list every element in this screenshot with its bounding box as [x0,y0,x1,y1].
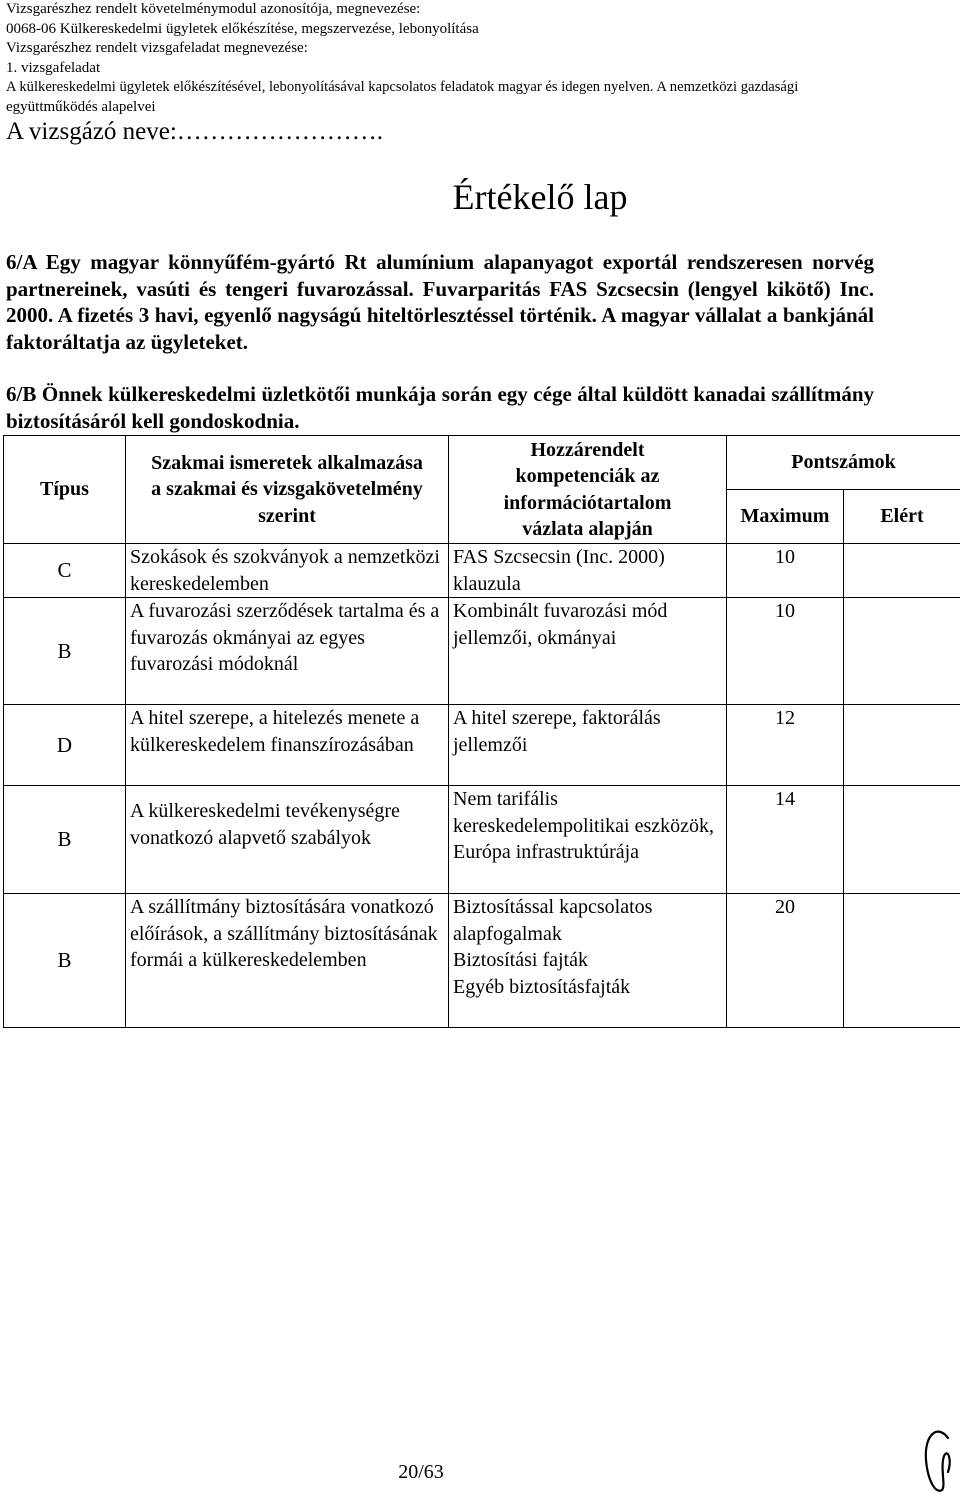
header-competence: Hozzárendelt kompetenciák az információtartalom vázlata alapján [449,436,727,544]
table-row [4,705,960,786]
row-achieved-points[interactable] [844,786,960,894]
header-type: Típus [4,436,126,544]
row-max-points: 12 [727,705,844,786]
task-6b-text: 6/B Önnek külkereskedelmi üzletkötői munkája során egy cége által küldött kanadai szállítmány biztosításáról kell gondoskodnia. [6,382,874,433]
row-max-points: 10 [727,598,844,705]
page-number: 20/63 [398,1461,444,1483]
table-row [4,544,960,598]
row-knowledge: A külkereskedelmi tevékenységre vonatkozó alapvető szabályok [126,786,449,894]
header-max: Maximum [727,490,844,544]
row-achieved-points[interactable] [844,894,960,1028]
candidate-name-label: A vizsgázó neve:……………………. [6,118,384,145]
header-line: Vizsgarészhez rendelt követelménymodul azonosítója, megnevezése: [6,1,421,17]
row-knowledge: Szokások és szokványok a nemzetközi kereskedelemben [126,544,449,598]
header-achieved: Elért [844,490,960,544]
row-type: B [4,598,126,705]
table-header-row [4,436,960,490]
header-line: Vizsgarészhez rendelt vizsgafeladat megnevezése: [6,40,308,56]
row-type: B [4,894,126,1028]
row-competence: Nem tarifális kereskedelempolitikai eszközök, Európa infrastruktúrája [449,786,727,894]
row-competence: Kombinált fuvarozási mód jellemzői, okmányai [449,598,727,705]
page-title: Értékelő lap [452,177,628,217]
row-type: D [4,705,126,786]
table-row [4,894,960,1028]
table-row [4,598,960,705]
row-knowledge: A hitel szerepe, a hitelezés menete a külkereskedelem finanszírozásában [126,705,449,786]
row-max-points: 10 [727,544,844,598]
row-knowledge: A fuvarozási szerződések tartalma és a fuvarozás okmányai az egyes fuvarozási módoknál [126,598,449,705]
header-points: Pontszámok [727,436,960,490]
header-knowledge: Szakmai ismeretek alkalmazása a szakmai és vizsgakövetelmény szerint [126,436,449,544]
document-header [6,0,798,117]
header-line: 1. vizsgafeladat [6,59,101,76]
signature-mark [918,1420,958,1500]
header-line: 0068-06 Külkereskedelmi ügyletek előkészítése, megszervezése, lebonyolítása [6,20,479,37]
row-achieved-points[interactable] [844,705,960,786]
row-max-points: 14 [727,786,844,894]
row-achieved-points[interactable] [844,544,960,598]
task-6a-text: 6/A Egy magyar könnyűfém-gyártó Rt alumínium alapanyagot exportál rendszeresen norvég partnereinek, vasúti és tengeri fuvarozással. Fuvarparitás FAS Szcsecsin (lengyel kikötő) Inc. 2000. A fizetés 3 havi, egyenlő nagyságú hiteltörlesztéssel történik. A magyar vállalat a bankjánál faktoráltatja az ügyleteket. [6,250,874,354]
evaluation-table [3,435,960,1028]
row-competence: FAS Szcsecsin (Inc. 2000) klauzula [449,544,727,598]
row-competence: Biztosítással kapcsolatos alapfogalmak Biztosítási fajták Egyéb biztosításfajták [449,894,727,1028]
row-achieved-points[interactable] [844,598,960,705]
row-type: B [4,786,126,894]
header-line: együttműködés alapelvei [6,98,156,115]
header-line: A külkereskedelmi ügyletek előkészítésével, lebonyolításával kapcsolatos feladatok magyar és idegen nyelven. A nemzetközi gazdasági [6,79,799,95]
table-row [4,786,960,894]
row-type: C [4,544,126,598]
row-max-points: 20 [727,894,844,1028]
row-knowledge: A szállítmány biztosítására vonatkozó előírások, a szállítmány biztosításának formái a külkereskedelemben [126,894,449,1028]
row-competence: A hitel szerepe, faktorálás jellemzői [449,705,727,786]
